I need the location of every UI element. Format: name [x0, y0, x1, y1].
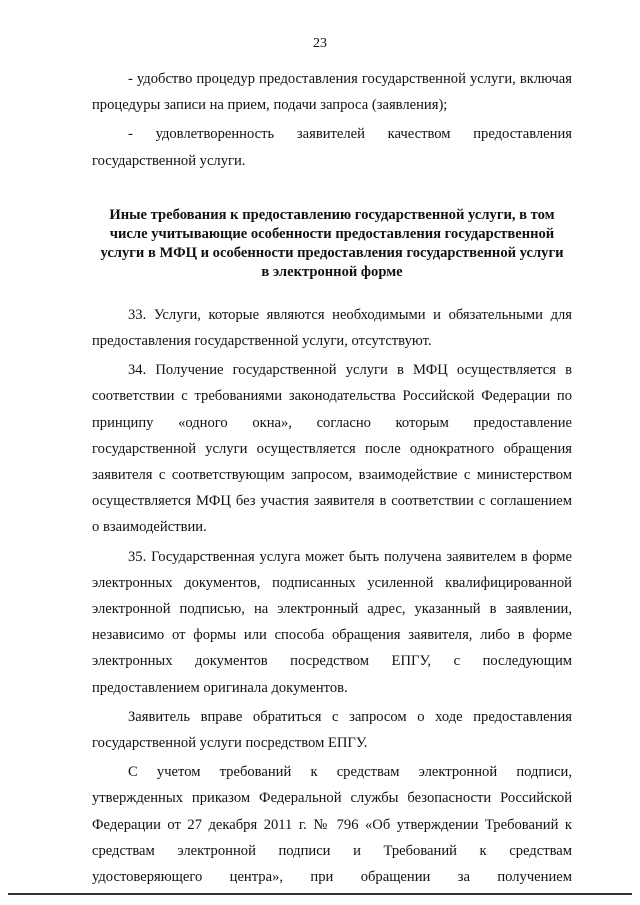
bullet-convenience: - удобство процедур предоставления государственной услуги, включая процедуры записи на прием, подачи запроса (заявления);: [92, 71, 572, 114]
document-body: [92, 66, 572, 890]
paragraph-33: 33. Услуги, которые являются необходимыми и обязательными для предоставления государственной услуги, отсутствуют.: [92, 306, 572, 350]
paragraph-35: 35. Государственная услуга может быть получена заявителем в форме электронных документов, подписанных усиленной квалифицированной электронной подписью, на электронный адрес, указанный в заявлении, независимо от формы или способа обращения заявителя, либо в форме электронных документов посредством ЕПГУ, с последующим предоставлением оригинала документов.: [92, 548, 572, 696]
paragraph-status-request: Заявитель вправе обратиться с запросом о ходе предоставления государственной услуги посредством ЕПГУ.: [92, 708, 572, 752]
page-bottom-rule: [8, 893, 632, 895]
page-number: 23: [313, 36, 327, 51]
paragraph-electronic-signature: С учетом требований к средствам электронной подписи, утвержденных приказом Федеральной службы безопасности Российской Федерации от 27 декабря 2011 г. № 796 «Об утверждении Требований к средствам электронной подписи и Требований к средствам удостоверяющего центра», при обращении за получением: [92, 764, 572, 886]
section-heading: Иные требования к предоставлению государственной услуги, в том числе учитывающие особенности предоставления государственной услуги в МФЦ и особенности предоставления государственной услуги в электронной форме: [100, 206, 564, 280]
bullet-satisfaction: - удовлетворенность заявителей качеством предоставления государственной услуги.: [92, 126, 572, 169]
paragraph-34: 34. Получение государственной услуги в МФЦ осуществляется в соответствии с требованиями законодательства Российской Федерации по принципу «одного окна», согласно которым предоставление государственной услуги осуществляется после однократного обращения заявителя с соответствующим запросом, взаимодействие с министерством осуществляется МФЦ без участия заявителя в соответствии с соглашением о взаимодействии.: [92, 362, 572, 536]
